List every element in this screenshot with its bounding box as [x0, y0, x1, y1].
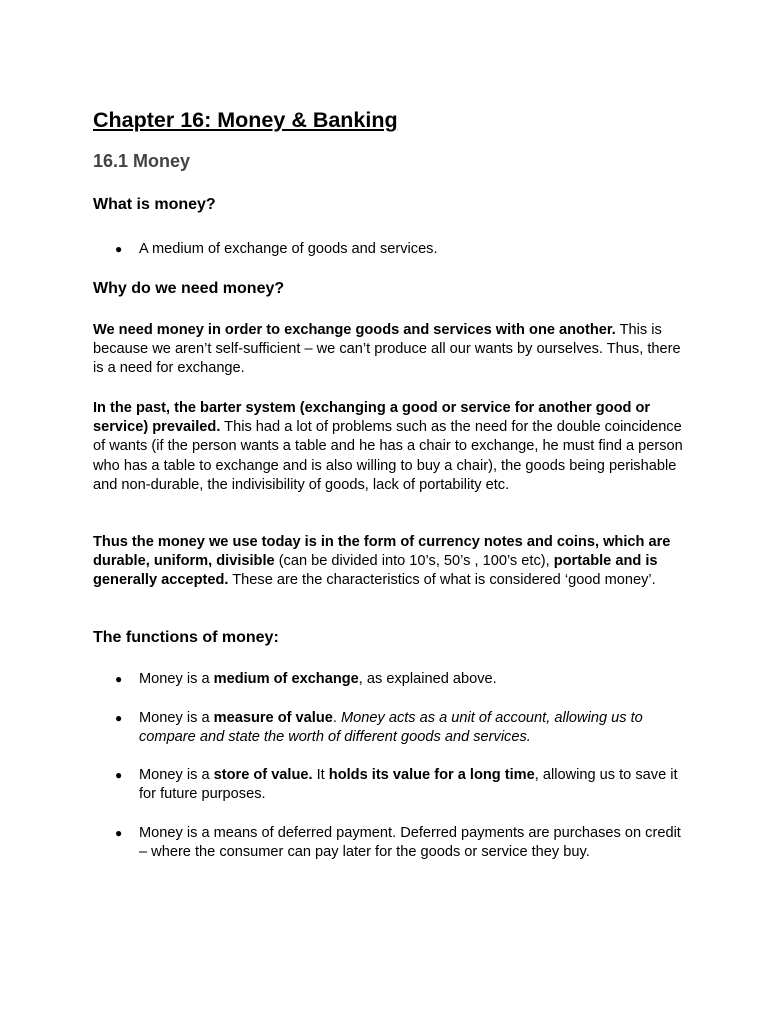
bold-text: medium of exchange — [213, 671, 359, 687]
paragraph-need-money — [93, 321, 683, 379]
body-text: Money is a — [139, 710, 214, 726]
what-is-money-list — [93, 240, 683, 259]
list-item-text: A medium of exchange of goods and services. — [139, 241, 438, 257]
bold-text: Thus the money we use today is in the form of currency notes and coins, which are durable, uniform, divisible — [93, 534, 671, 570]
list-item — [93, 240, 683, 259]
bold-text: measure of value — [213, 710, 333, 726]
chapter-title: Chapter 16: Money & Banking — [93, 108, 398, 132]
body-text: , as explained above. — [358, 671, 497, 687]
heading-why-need-money: Why do we need money? — [93, 280, 285, 297]
bullet-icon: ● — [115, 768, 123, 782]
list-item-text: Money is a means of deferred payment. Deferred payments are purchases on credit – where the consumer can pay later for the goods or service they buy. — [139, 825, 681, 861]
bullet-icon: ● — [115, 242, 123, 256]
list-item — [93, 824, 683, 862]
bold-text: In the past, the barter system (exchanging a good or service for another good or service) prevailed. — [93, 400, 651, 436]
bullet-icon: ● — [115, 711, 123, 725]
list-item — [93, 670, 683, 689]
body-text: Money is a — [139, 767, 214, 783]
body-text: , allowing us to save it for future purposes. — [139, 767, 678, 803]
bullet-icon: ● — [115, 826, 123, 840]
heading-functions-of-money: The functions of money: — [93, 629, 279, 646]
functions-list-item-4 — [93, 824, 683, 862]
body-text: It — [312, 767, 329, 783]
list-item — [93, 709, 683, 747]
body-text: This is because we aren’t self-sufficient – we can’t produce all our wants by ourselves. Thus, there is a need for exchange. — [93, 322, 681, 377]
bold-text: store of value. — [213, 767, 313, 783]
list-item — [93, 766, 683, 804]
bold-text: portable and is generally accepted. — [93, 553, 658, 589]
functions-list-item-2 — [93, 709, 683, 747]
body-text: Money is a — [139, 671, 214, 687]
paragraph-good-money — [93, 533, 683, 591]
bold-text: holds its value for a long time — [328, 767, 535, 783]
italic-text: Money acts as a unit of account, allowing us to compare and state the worth of different goods and services. — [139, 710, 643, 746]
section-title: 16.1 Money — [93, 151, 191, 171]
paragraph-barter-system — [93, 399, 683, 495]
bold-text: We need money in order to exchange goods and services with one another. — [93, 322, 616, 338]
body-text: (can be divided into 10’s, 50’s , 100’s etc), — [274, 553, 554, 570]
heading-what-is-money: What is money? — [93, 196, 216, 213]
functions-list-item-3 — [93, 766, 683, 804]
functions-list-item-1 — [93, 670, 683, 689]
body-text: . — [332, 710, 341, 726]
bullet-icon: ● — [115, 672, 123, 686]
body-text: These are the characteristics of what is considered ‘good money’. — [228, 572, 656, 589]
body-text: This had a lot of problems such as the need for the double coincidence of wants (if the person wants a table and he has a chair to exchange, he must find a person who has a table to exchange and is also willing to buy a chair), the goods being perishable and non-durable, the indivisibility of goods, lack of portability etc. — [93, 419, 683, 493]
